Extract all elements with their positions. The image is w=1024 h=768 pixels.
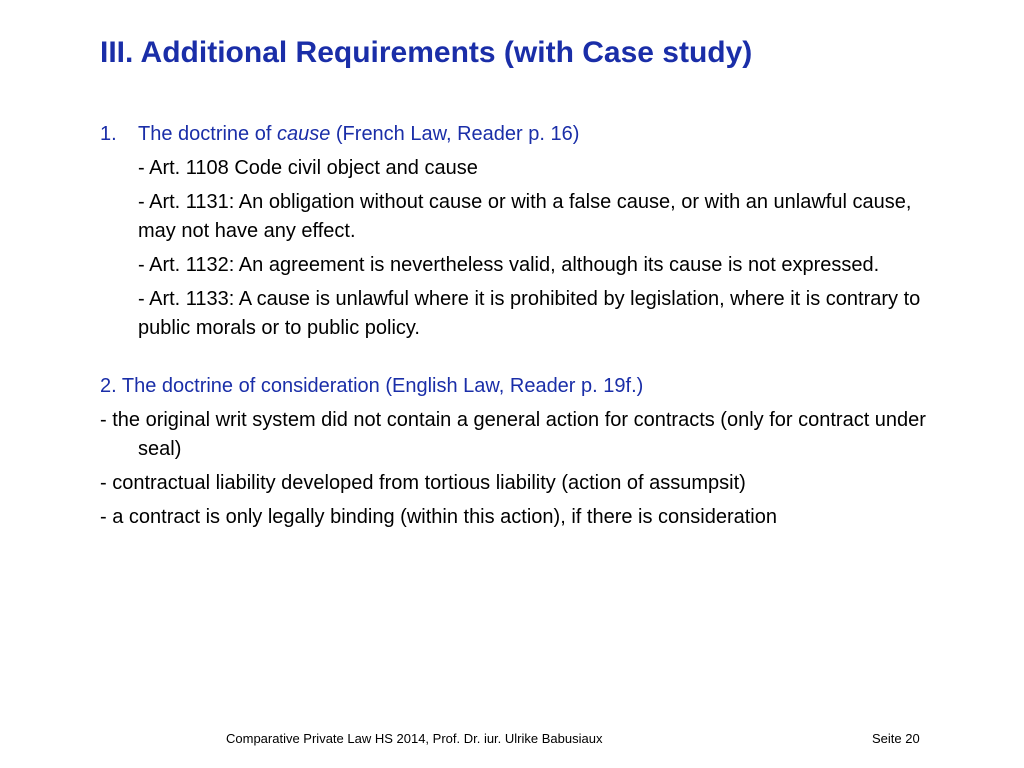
- slide-title: III. Additional Requirements (with Case study): [100, 36, 753, 69]
- footer-course: Comparative Private Law HS 2014, Prof. Dr. iur. Ulrike Babusiaux: [226, 731, 603, 746]
- item-1-heading: [100, 120, 940, 149]
- item-1-emphasis: cause: [276, 123, 331, 145]
- item-2-point: - a contract is only legally binding (within this action), if there is consideration: [100, 506, 777, 528]
- item-2-heading: 2. The doctrine of consideration (English Law, Reader p. 19f.): [100, 375, 644, 397]
- item-1-point: - Art. 1131: An obligation without cause or with a false cause, or with an unlawful cause, may not have any effect.: [138, 191, 912, 242]
- item-2-point: - contractual liability developed from tortious liability (action of assumpsit): [100, 472, 746, 494]
- item-1-point: - Art. 1133: A cause is unlawful where it is prohibited by legislation, where it is contrary to public morals or to public policy.: [138, 288, 921, 339]
- footer-page-number: Seite 20: [872, 731, 920, 746]
- item-2-point: - the original writ system did not contain a general action for contracts (only for contract under seal): [100, 409, 926, 460]
- item-1-point: - Art. 1132: An agreement is nevertheless valid, although its cause is not expressed.: [138, 254, 880, 276]
- slide-content: [100, 120, 940, 537]
- item-1-suffix: (French Law, Reader p. 16): [330, 123, 580, 145]
- item-1-point: - Art. 1108 Code civil object and cause: [138, 157, 478, 179]
- item-1-prefix: The doctrine of: [138, 123, 277, 145]
- item-1-number: 1.: [100, 123, 117, 145]
- item-1-text: [138, 120, 579, 149]
